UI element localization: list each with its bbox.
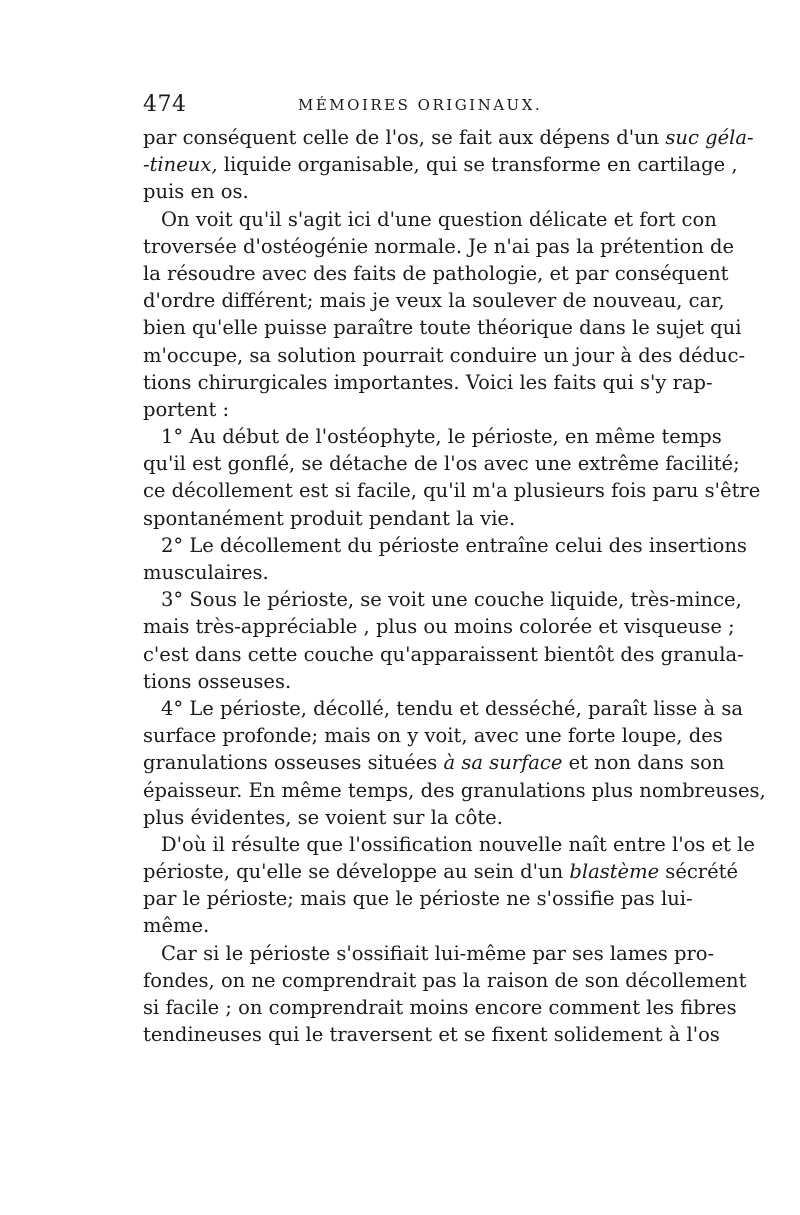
text-line-continuation: sécrété [659, 860, 739, 884]
text-line-content: la résoudre avec des faits de pathologie, et par conséquent [143, 261, 729, 285]
text-line [143, 804, 660, 831]
text-line-content: périoste, qu'elle se développe au sein d'un [143, 860, 570, 884]
text-line [143, 940, 715, 967]
text-line [143, 722, 723, 749]
text-line [143, 287, 725, 314]
text-line-content: 3° Sous le périoste, se voit une couche liquide, très-mince, [161, 588, 742, 612]
text-line [143, 151, 738, 178]
text-line [143, 396, 660, 423]
text-line-content: musculaires. [143, 561, 269, 584]
text-line [143, 586, 742, 613]
text-line-content: granulations osseuses situées [143, 751, 444, 775]
text-line [143, 450, 740, 477]
text-line [143, 668, 660, 695]
text-line [143, 369, 713, 396]
text-line-content: On voit qu'il s'agit ici d'une question délicate et fort con [161, 207, 717, 231]
text-line-continuation: et non dans son [562, 751, 725, 775]
text-line [143, 532, 747, 559]
text-line [143, 206, 717, 233]
text-line [143, 641, 744, 668]
text-line-content: surface profonde; mais on y voit, avec une forte loupe, des [143, 724, 723, 748]
text-line-content: ce décollement est si facile, qu'il m'a plusieurs fois paru s'être [143, 479, 761, 503]
text-line [143, 967, 747, 994]
text-line-content: bien qu'elle puisse paraître toute théorique dans le sujet qui [143, 316, 742, 340]
text-line [143, 885, 693, 912]
text-line [143, 613, 735, 640]
text-line [143, 777, 766, 804]
text-line-content: puis en os. [143, 180, 249, 204]
text-line-content: plus évidentes, se voient sur la côte. [143, 805, 503, 829]
text-line [143, 994, 737, 1021]
page-number: 474 [143, 92, 187, 117]
text-line-italic: suc géla- [665, 126, 754, 149]
text-line-content: tions osseuses. [143, 669, 292, 693]
text-line [143, 342, 746, 369]
text-line-content: qu'il est gonflé, se détache de l'os avec une extrême facilité; [143, 452, 740, 476]
text-line [143, 1021, 720, 1048]
text-line [143, 178, 660, 205]
text-line-content: épaisseur. En même temps, des granulations plus nombreuses, [143, 778, 766, 802]
text-line-content: spontanément produit pendant la vie. [143, 506, 516, 530]
text-line-content: troversée d'ostéogénie normale. Je n'ai pas la prétention de [143, 234, 735, 258]
text-line [143, 477, 761, 504]
text-line-content: d'ordre différent; mais je veux la soulever de nouveau, car, [143, 289, 725, 313]
text-line [143, 260, 729, 287]
text-line [143, 233, 735, 260]
text-line [143, 831, 755, 858]
text-line-content: c'est dans cette couche qu'apparaissent bientôt des granula- [143, 642, 744, 666]
text-line [143, 912, 660, 939]
text-line-content: mais très-appréciable , plus ou moins colorée et visqueuse ; [143, 615, 735, 639]
text-line-content: si facile ; on comprendrait moins encore comment les fibres [143, 996, 737, 1019]
text-line-content: même. [143, 914, 210, 938]
text-line-italic: à sa surface [443, 751, 563, 775]
text-line [143, 505, 660, 532]
text-line-content: 1° Au début de l'ostéophyte, le périoste, en même temps [161, 425, 722, 449]
text-line-content: fondes, on ne comprendrait pas la raison de son décollement [143, 968, 747, 992]
text-line [143, 124, 754, 151]
text-line-content: m'occupe, sa solution pourrait conduire un jour à des déduc- [143, 343, 746, 367]
text-line-content: par le périoste; mais que le périoste ne s'ossifie pas lui- [143, 887, 693, 911]
text-line [143, 314, 742, 341]
text-line [143, 858, 739, 885]
text-line [143, 749, 725, 776]
text-line-content: D'où il résulte que l'ossification nouvelle naît entre l'os et le [161, 832, 755, 856]
text-line-content: par conséquent celle de l'os, se fait aux dépens d'un [143, 126, 666, 149]
text-line [143, 695, 743, 722]
running-head [143, 92, 660, 118]
text-line [143, 423, 722, 450]
body-text [143, 124, 766, 1048]
text-line [143, 559, 660, 586]
text-line-italic: blastème [569, 860, 660, 884]
text-line-content: Car si le périoste s'ossifiait lui-même par ses lames pro- [161, 941, 715, 965]
text-line-content: 4° Le périoste, décollé, tendu et desséché, paraît lisse à sa [161, 696, 743, 720]
text-line-content: tions chirurgicales importantes. Voici les faits qui s'y rap- [143, 370, 713, 394]
running-title: MÉMOIRES ORIGINAUX. [298, 96, 543, 114]
text-line-italic: -tineux, [143, 153, 218, 177]
text-line-content: portent : [143, 397, 230, 421]
text-line-continuation: liquide organisable, qui se transforme en cartilage , [217, 153, 738, 177]
text-line-content: tendineuses qui le traversent et se fixent solidement à l'os [143, 1023, 720, 1047]
text-line-content: 2° Le décollement du périoste entraîne celui des insertions [161, 533, 747, 557]
